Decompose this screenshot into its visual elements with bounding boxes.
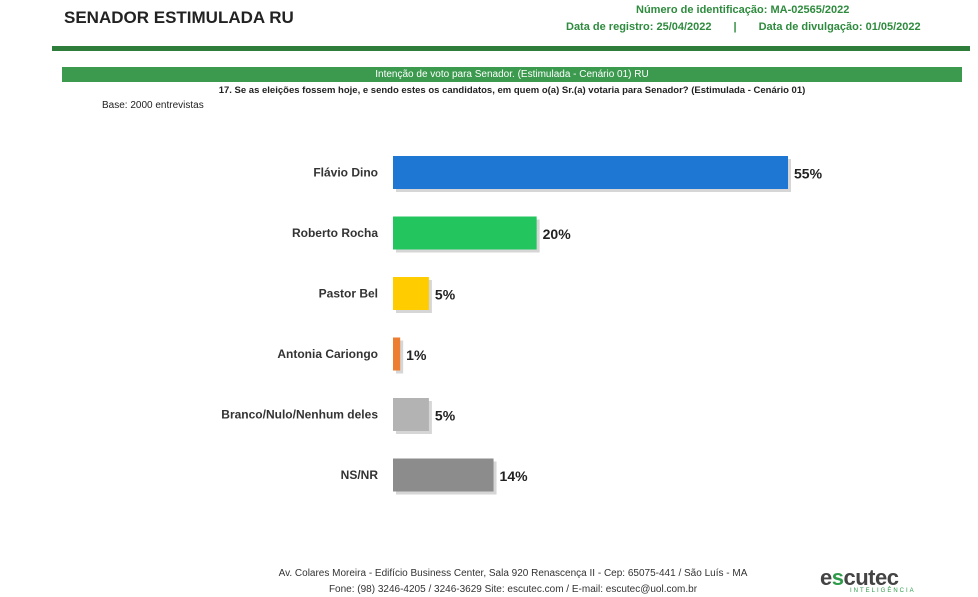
logo-part-a: e	[820, 565, 832, 590]
data-label: 1%	[406, 347, 427, 363]
data-label: 20%	[542, 226, 571, 242]
bar	[393, 459, 494, 492]
release-date: Data de divulgação: 01/05/2022	[758, 21, 921, 33]
category-label: Roberto Rocha	[291, 226, 378, 240]
survey-question: 17. Se as eleições fossem hoje, e sendo estes os candidatos, em quem o(a) Sr.(a) votaria para Senador? (Estimulada - Cenário 01)	[218, 85, 806, 96]
page-title: SENADOR ESTIMULADA RU	[64, 8, 294, 27]
data-label: 14%	[499, 468, 528, 484]
identification-number: Número de identificação: MA-02565/2022	[636, 4, 850, 16]
date-separator: |	[733, 21, 737, 33]
data-label: 5%	[434, 286, 456, 303]
bar	[393, 156, 788, 189]
category-label: Antonia Cariongo	[277, 347, 378, 361]
chart-banner: Intenção de voto para Senador. (Estimulada - Cenário 01) RU	[62, 67, 962, 82]
category-label: Pastor Bel	[318, 286, 378, 301]
footer-address: Av. Colares Moreira - Edifício Business Center, Sala 920 Renascença II - Cep: 65075-441 / São Luís - MA	[278, 568, 748, 579]
logo-part-c: cutec	[843, 565, 899, 590]
registration-date: Data de registro: 25/04/2022	[566, 21, 712, 33]
data-label: 55%	[794, 165, 823, 182]
bar	[393, 217, 537, 250]
footer-contact: Fone: (98) 3246-4205 / 3246-3629 Site: escutec.com / E-mail: escutec@uol.com.br	[328, 584, 698, 595]
bar	[393, 338, 400, 371]
bar	[393, 277, 429, 310]
bar	[393, 398, 429, 431]
logo-subtitle: INTELIGÊNCIA	[850, 588, 916, 594]
category-label: NS/NR	[340, 468, 378, 482]
category-label: Flávio Dino	[313, 165, 378, 180]
category-label: Branco/Nulo/Nenhum deles	[221, 407, 378, 422]
data-label: 5%	[434, 407, 456, 424]
logo-part-b: s	[831, 565, 844, 590]
sample-base: Base: 2000 entrevistas	[102, 100, 204, 111]
